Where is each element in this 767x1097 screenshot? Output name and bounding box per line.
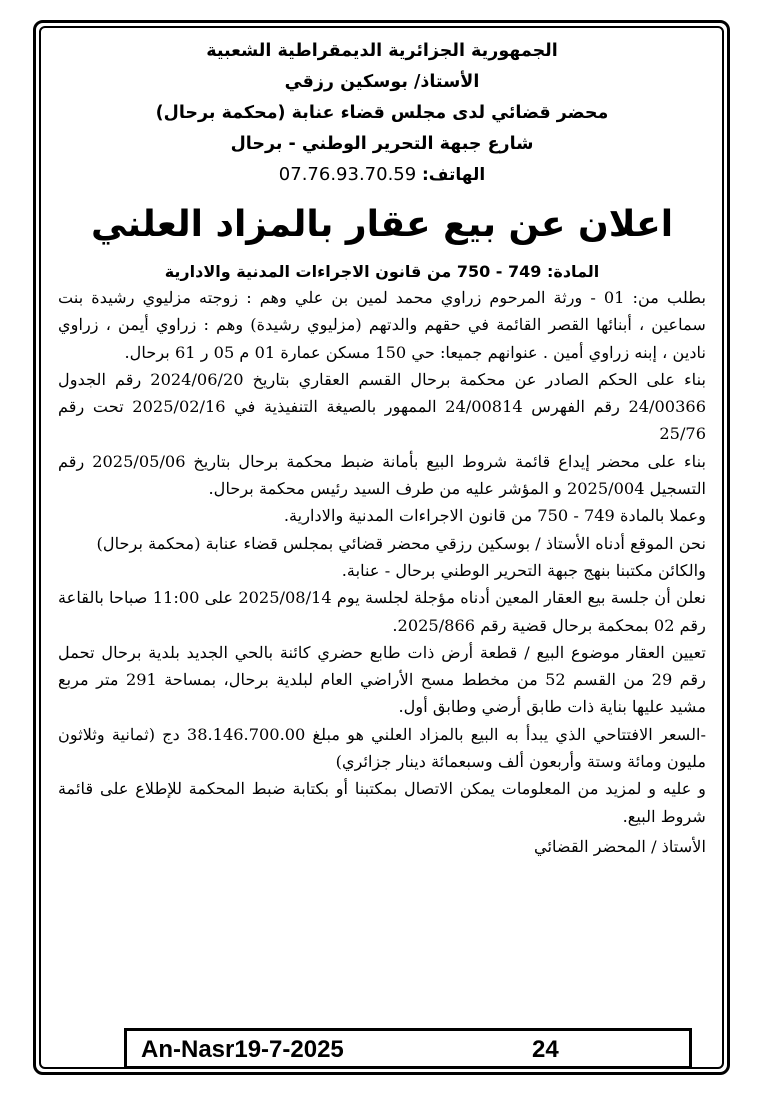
- paragraph-requester: بطلب من: 01 - ورثة المرحوم زراوي محمد لمين بن علي وهم : زوجته مزليوي رشيدة بنت سماعين ، أبنائها القصر القائمة في حقهم والدتهم (مزليوي رشيدة) وهم : زراوي أيمن ، زراوي نادين ، إبنه زراوي أمين . عنوانهم جميعا: حي 150 مسكن عمارة 01 م 05 ر 61 برحال.: [58, 288, 706, 362]
- phone-label: الهاتف:: [421, 165, 486, 185]
- paragraph-office-location: والكائن مكتبنا بنهج جبهة التحرير الوطني برحال - عنابة.: [341, 560, 706, 580]
- footer-bar: [124, 1028, 692, 1069]
- signature: الأستاذ / المحضر القضائي: [533, 836, 706, 856]
- page-number: 24: [532, 1036, 559, 1063]
- publication-date: An-Nasr19-7-2025: [141, 1036, 344, 1063]
- notice-content: [58, 36, 706, 860]
- paragraph-undersigned: نحن الموقع أدناه الأستاذ / بوسكين رزقي محضر قضائي بمجلس قضاء عنابة (محكمة برحال): [96, 533, 706, 553]
- phone-row: [58, 160, 706, 190]
- paragraph-legal-basis: وعملا بالمادة 749 - 750 من قانون الاجراءات المدنية والادارية.: [283, 506, 706, 526]
- paragraph-deposit: بناء على محضر إيداع قائمة شروط البيع بأمانة ضبط محكمة برحال بتاريخ 2025/05/06 رقم التسجيل 2025/004 و المؤشر عليه من طرف السيد رئيس محكمة برحال.: [58, 451, 706, 499]
- paragraph-hearing: نعلن أن جلسة بيع العقار المعين أدناه مؤجلة لجلسة يوم 2025/08/14 على 11:00 صباحا بالقاعة رقم 02 بمحكمة برحال قضية رقم 2025/866.: [58, 588, 706, 635]
- notice-title: اعلان عن بيع عقار بالمزاد العلني: [90, 204, 674, 245]
- article-reference: [58, 260, 706, 284]
- paragraph-contact: و عليه و لمزيد من المعلومات يمكن الاتصال بمكتبنا أو بكتابة ضبط المحكمة للإطلاع على قائمة شروط البيع.: [58, 779, 706, 826]
- paragraph-property: تعيين العقار موضوع البيع / قطعة أرض ذات طابع حضري كائنة بالحي الجديد بلدية برحال تحمل رقم 29 من القسم 52 من مخطط مسح الأراضي العام لبلدية برحال، بمساحة 291 متر مربع مشيد عليها بناية ذات طابق أرضي وطابق أول.: [58, 642, 706, 717]
- bailiff-name: الأستاذ/ بوسكين رزقي: [284, 72, 480, 92]
- bailiff-office: محضر قضائي لدى مجلس قضاء عنابة (محكمة برحال): [155, 103, 609, 123]
- article-text: 749 - 750 من قانون الاجراءات المدنية والادارية: [164, 262, 542, 281]
- paragraph-judgment: بناء على الحكم الصادر عن محكمة برحال القسم العقاري بتاريخ 2024/06/20 رقم الجدول 24/00366 رقم الفهرس 24/00814 الممهور بالصيغة التنفيذية في 2025/02/16 تحت رقم 25/76: [58, 369, 706, 444]
- paragraph-opening-price: -السعر الافتتاحي الذي يبدأ به البيع بالمزاد العلني هو مبلغ 38.146.700.00 دج (ثمانية وثلاثون مليون ومائة وستة وأربعون ألف وسبعمائة دينار جزائري): [58, 724, 706, 772]
- notice-body: [58, 284, 706, 830]
- office-address: شارع جبهة التحرير الوطني - برحال: [230, 134, 534, 154]
- article-label: المادة:: [547, 262, 600, 281]
- republic-line: الجمهورية الجزائرية الديمقراطية الشعبية: [206, 41, 558, 61]
- phone-number: 07.76.93.70.59: [278, 164, 417, 185]
